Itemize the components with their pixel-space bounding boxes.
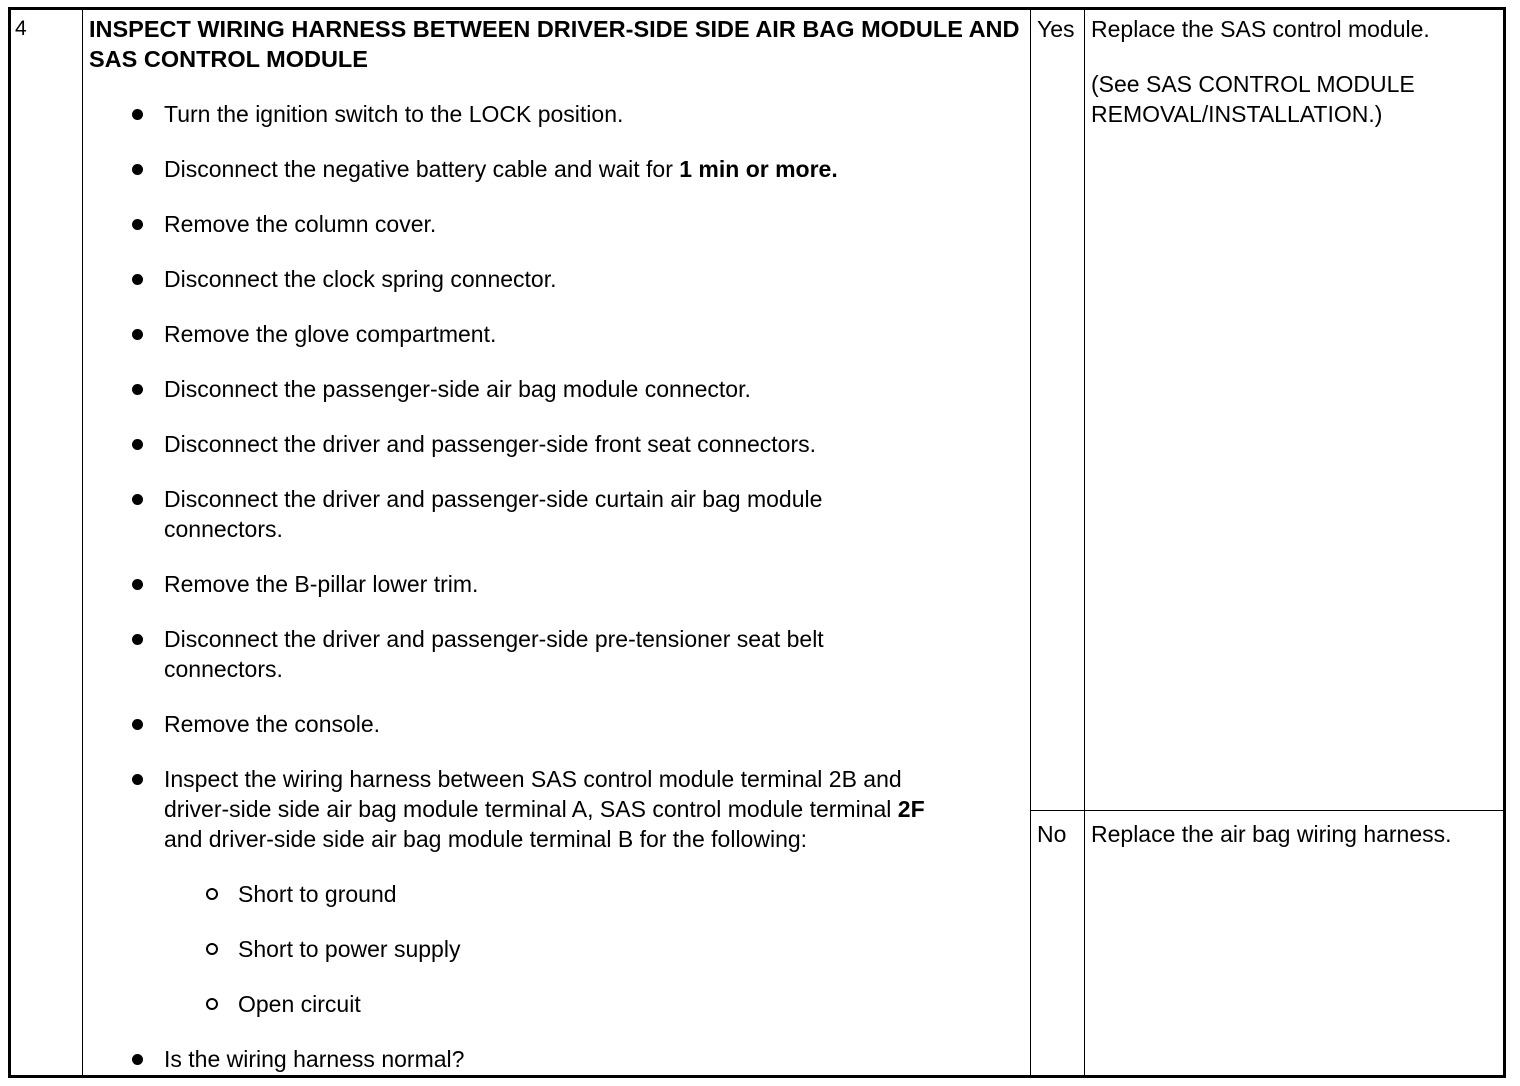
circle-bullet-icon — [206, 943, 218, 955]
bullet-icon — [132, 719, 143, 730]
column-divider-result — [1084, 7, 1085, 1078]
bullet-icon — [132, 329, 143, 340]
step-number: 4 — [15, 17, 27, 40]
row-divider-yes-no — [1030, 810, 1506, 811]
no-action: Replace the air bag wiring harness. — [1091, 821, 1452, 847]
column-divider-step — [82, 7, 83, 1078]
bullet-icon — [132, 774, 143, 785]
bullet-icon — [132, 164, 143, 175]
bullet-icon — [132, 109, 143, 120]
yes-reference-line2: REMOVAL/INSTALLATION.) — [1091, 101, 1383, 127]
yes-reference-line1: (See SAS CONTROL MODULE — [1091, 71, 1415, 97]
bullet-icon — [132, 494, 143, 505]
bullet-icon — [132, 274, 143, 285]
bullet-icon — [132, 634, 143, 645]
circle-bullet-icon — [206, 998, 218, 1010]
bullet-icon — [132, 579, 143, 590]
bullet-icon — [132, 384, 143, 395]
circle-bullet-icon — [206, 888, 218, 900]
answer-no-label: No — [1037, 821, 1067, 847]
yes-action: Replace the SAS control module. — [1091, 16, 1430, 42]
answer-yes-label: Yes — [1037, 16, 1075, 42]
step-title: INSPECT WIRING HARNESS BETWEEN DRIVER-SIDE SIDE AIR BAG MODULE AND SAS CONTROL MODULE — [89, 16, 1020, 72]
bullet-icon — [132, 439, 143, 450]
bullet-icon — [132, 1054, 143, 1065]
column-divider-answer — [1030, 7, 1031, 1078]
bullet-icon — [132, 219, 143, 230]
